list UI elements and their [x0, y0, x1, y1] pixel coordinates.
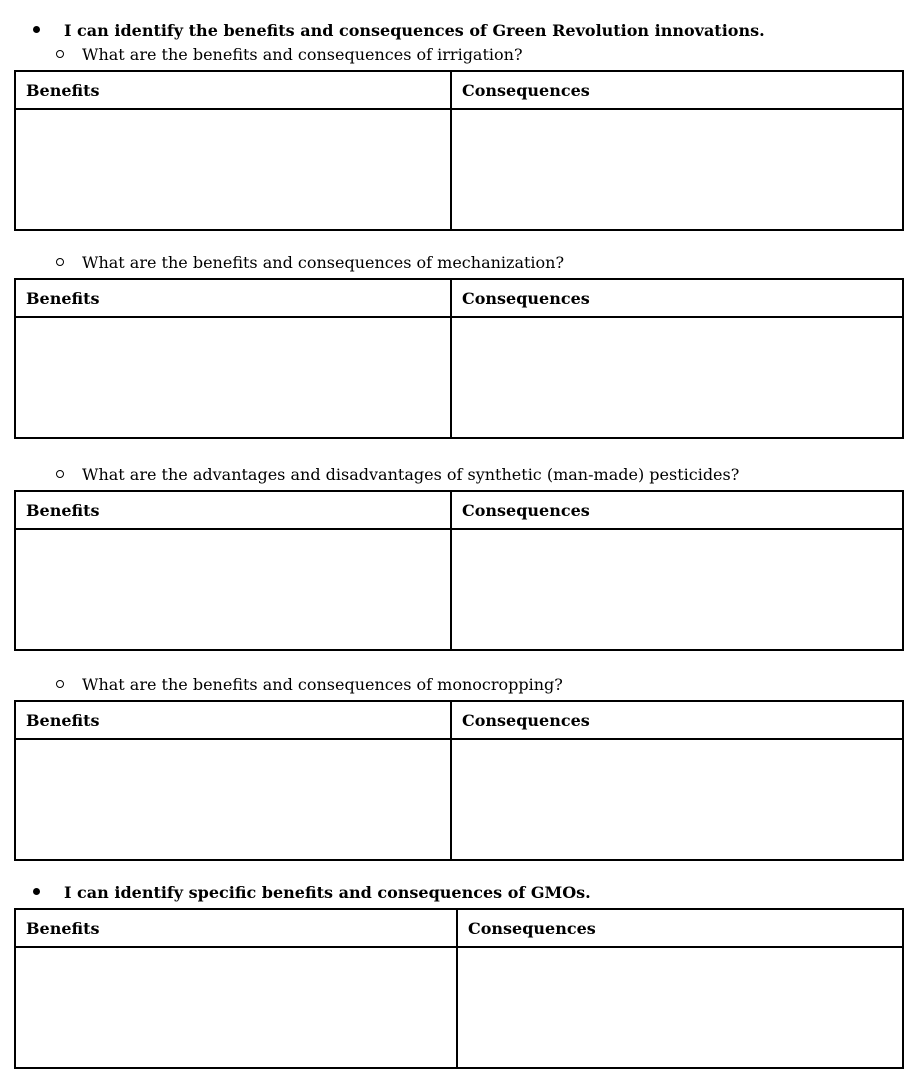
consequences-header: Consequences — [451, 701, 903, 739]
irrigation-table — [14, 70, 904, 231]
benefits-cell[interactable] — [15, 529, 451, 650]
question-mechanization — [56, 253, 564, 272]
consequences-cell[interactable] — [451, 739, 903, 860]
benefits-header: Benefits — [15, 71, 451, 109]
benefits-header: Benefits — [15, 909, 457, 947]
benefits-cell[interactable] — [15, 947, 457, 1068]
benefits-cell[interactable] — [15, 739, 451, 860]
question-pesticides — [56, 465, 739, 484]
gmos-table — [14, 908, 904, 1069]
benefits-cell[interactable] — [15, 317, 451, 438]
benefits-header: Benefits — [15, 279, 451, 317]
question-text: What are the benefits and consequences of irrigation? — [82, 45, 523, 64]
objective-text: I can identify specific benefits and consequences of GMOs. — [64, 883, 591, 902]
hollow-bullet-icon — [56, 680, 64, 688]
consequences-header: Consequences — [451, 279, 903, 317]
question-text: What are the advantages and disadvantages of synthetic (man-made) pesticides? — [82, 465, 740, 484]
monocropping-table — [14, 700, 904, 861]
objective-gmos — [30, 883, 591, 902]
question-irrigation — [56, 45, 523, 64]
consequences-header: Consequences — [451, 71, 903, 109]
objective-green-revolution — [30, 21, 765, 40]
consequences-header: Consequences — [451, 491, 903, 529]
objective-text: I can identify the benefits and consequences of Green Revolution innovations. — [64, 21, 765, 40]
question-text: What are the benefits and consequences of mechanization? — [82, 253, 565, 272]
bullet-icon — [33, 26, 40, 33]
question-monocropping — [56, 675, 563, 694]
benefits-header: Benefits — [15, 491, 451, 529]
question-text: What are the benefits and consequences of monocropping? — [82, 675, 563, 694]
benefits-cell[interactable] — [15, 109, 451, 230]
pesticides-table — [14, 490, 904, 651]
hollow-bullet-icon — [56, 470, 64, 478]
bullet-icon — [33, 888, 40, 895]
consequences-cell[interactable] — [457, 947, 903, 1068]
hollow-bullet-icon — [56, 50, 64, 58]
consequences-cell[interactable] — [451, 109, 903, 230]
benefits-header: Benefits — [15, 701, 451, 739]
consequences-cell[interactable] — [451, 529, 903, 650]
consequences-cell[interactable] — [451, 317, 903, 438]
hollow-bullet-icon — [56, 258, 64, 266]
consequences-header: Consequences — [457, 909, 903, 947]
mechanization-table — [14, 278, 904, 439]
